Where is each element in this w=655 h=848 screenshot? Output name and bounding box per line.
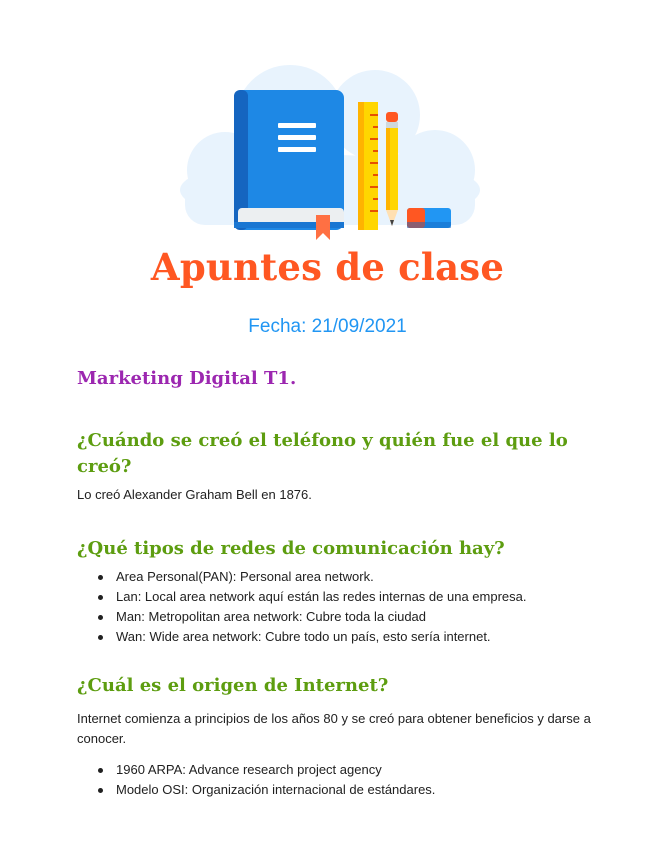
eraser-icon	[407, 208, 451, 228]
question-heading: ¿Qué tipos de redes de comunicación hay?	[77, 538, 505, 559]
page-title: Apuntes de clase	[150, 245, 505, 289]
pencil-icon	[386, 112, 398, 226]
question-heading: ¿Cuál es el origen de Internet?	[77, 675, 389, 696]
list-item-text: Modelo OSI: Organización internacional de estándares.	[116, 782, 436, 797]
list-item	[77, 627, 597, 647]
list-item-text: Lan: Local area network aquí están las redes internas de una empresa.	[116, 589, 527, 604]
date-line: Fecha: 21/09/2021	[248, 316, 407, 337]
list-item-text: Man: Metropolitan area network: Cubre toda la ciudad	[116, 609, 427, 624]
notes-content	[77, 366, 597, 800]
list-item-text: Area Personal(PAN): Personal area network.	[116, 569, 374, 584]
list-item	[77, 567, 597, 587]
list-item-text: Wan: Wide area network: Cubre todo un país, esto sería internet.	[116, 629, 491, 644]
list-item	[77, 760, 597, 780]
list-item	[77, 587, 597, 607]
bullet-icon	[98, 575, 103, 580]
bullet-icon	[98, 635, 103, 640]
network-types-list	[77, 567, 597, 647]
book-icon	[234, 90, 344, 240]
question-heading: ¿Cuándo se creó el teléfono y quién fue el que lo creó?	[77, 430, 568, 477]
bullet-icon	[98, 768, 103, 773]
answer-paragraph: Internet comienza a principios de los años 80 y se creó para obtener beneficios y darse a conocer.	[77, 711, 591, 746]
answer-paragraph: Lo creó Alexander Graham Bell en 1876.	[77, 487, 312, 502]
internet-origin-list	[77, 760, 597, 800]
header-illustration	[170, 60, 490, 250]
list-item-text: 1960 ARPA: Advance research project agency	[116, 762, 382, 777]
bullet-icon	[98, 615, 103, 620]
list-item	[77, 780, 597, 800]
ruler-icon	[358, 102, 378, 230]
bullet-icon	[98, 788, 103, 793]
list-item	[77, 607, 597, 627]
subject-heading: Marketing Digital T1.	[77, 368, 297, 389]
bullet-icon	[98, 595, 103, 600]
